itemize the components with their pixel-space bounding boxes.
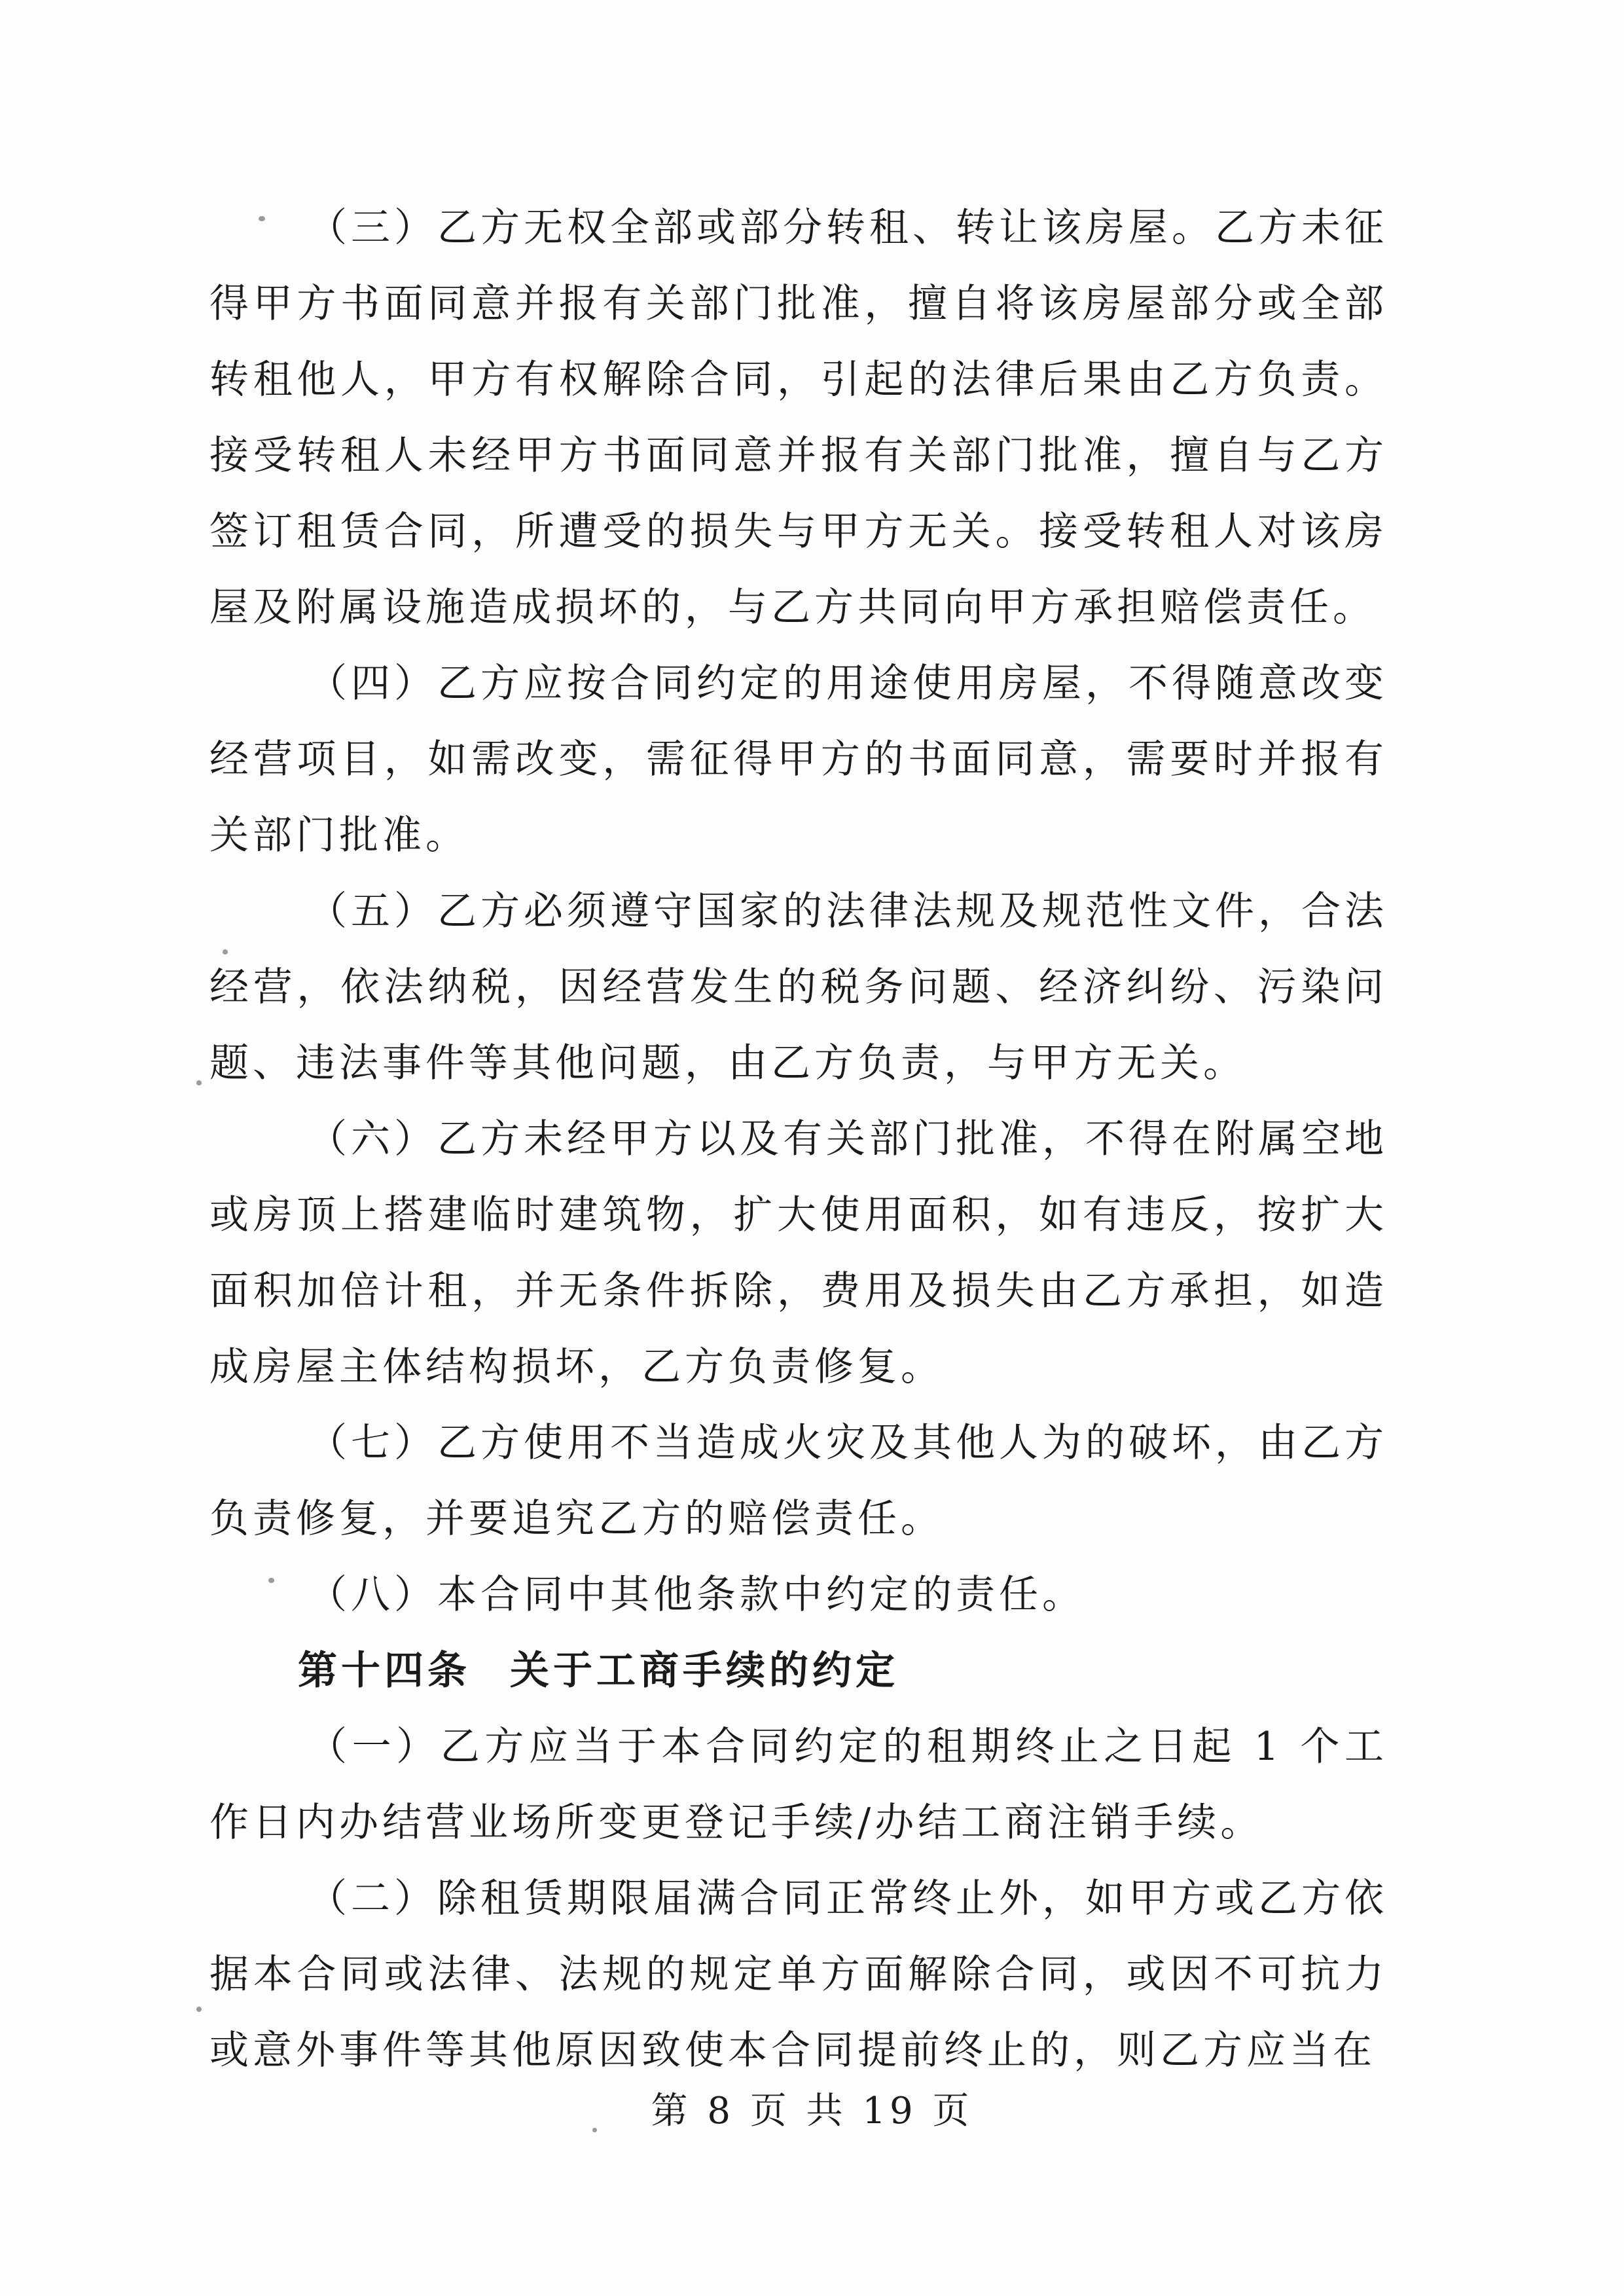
- document-body: [209, 190, 1388, 2088]
- clause-paragraph: （六）乙方未经甲方以及有关部门批准，不得在附属空地或房顶上搭建临时建筑物，扩大使用面积，如有违反，按扩大面积加倍计租，并无条件拆除，费用及损失由乙方承担，如造成房屋主体结构损坏，乙方负责修复。: [209, 1116, 1388, 1390]
- scan-speck: [196, 1080, 202, 1085]
- clause-paragraph: （四）乙方应按合同约定的用途使用房屋，不得随意改变经营项目，如需改变，需征得甲方的书面同意，需要时并报有关部门批准。: [209, 661, 1388, 858]
- clause-paragraph: （三）乙方无权全部或部分转租、转让该房屋。乙方未征得甲方书面同意并报有关部门批准，擅自将该房屋部分或全部转租他人，甲方有权解除合同，引起的法律后果由乙方负责。接受转租人未经甲方书面同意并报有关部门批准，擅自与乙方签订租赁合同，所遭受的损失与甲方无关。接受转租人对该房屋及附属设施造成损坏的，与乙方共同向甲方承担赔偿责任。: [209, 205, 1388, 630]
- clause-paragraph: （一）乙方应当于本合同约定的租期终止之日起 1 个工作日内办结营业场所变更登记手续/办结工商注销手续。: [209, 1724, 1388, 1846]
- page-footer: 第 8 页 共 19 页: [651, 2090, 973, 2132]
- clause-paragraph: （八）本合同中其他条款中约定的责任。: [308, 1572, 1085, 1618]
- article-heading: [209, 1633, 1388, 1709]
- article-heading-title: 关于工商手续的约定: [510, 1648, 899, 1694]
- article-heading-number: 第十四条: [298, 1648, 471, 1694]
- scan-speck: [196, 2007, 202, 2012]
- clause-paragraph: （七）乙方使用不当造成火灾及其他人为的破坏，由乙方负责修复，并要追究乙方的赔偿责任。: [209, 1420, 1388, 1542]
- clause-paragraph: （二）除租赁期限届满合同正常终止外，如甲方或乙方依据本合同或法律、法规的规定单方面解除合同，或因不可抗力或意外事件等其他原因致使本合同提前终止的，则乙方应当在: [209, 1876, 1388, 2073]
- clause-paragraph: （五）乙方必须遵守国家的法律法规及规范性文件，合法经营，依法纳税，因经营发生的税务问题、经济纠纷、污染问题、违法事件等其他问题，由乙方负责，与甲方无关。: [209, 888, 1388, 1086]
